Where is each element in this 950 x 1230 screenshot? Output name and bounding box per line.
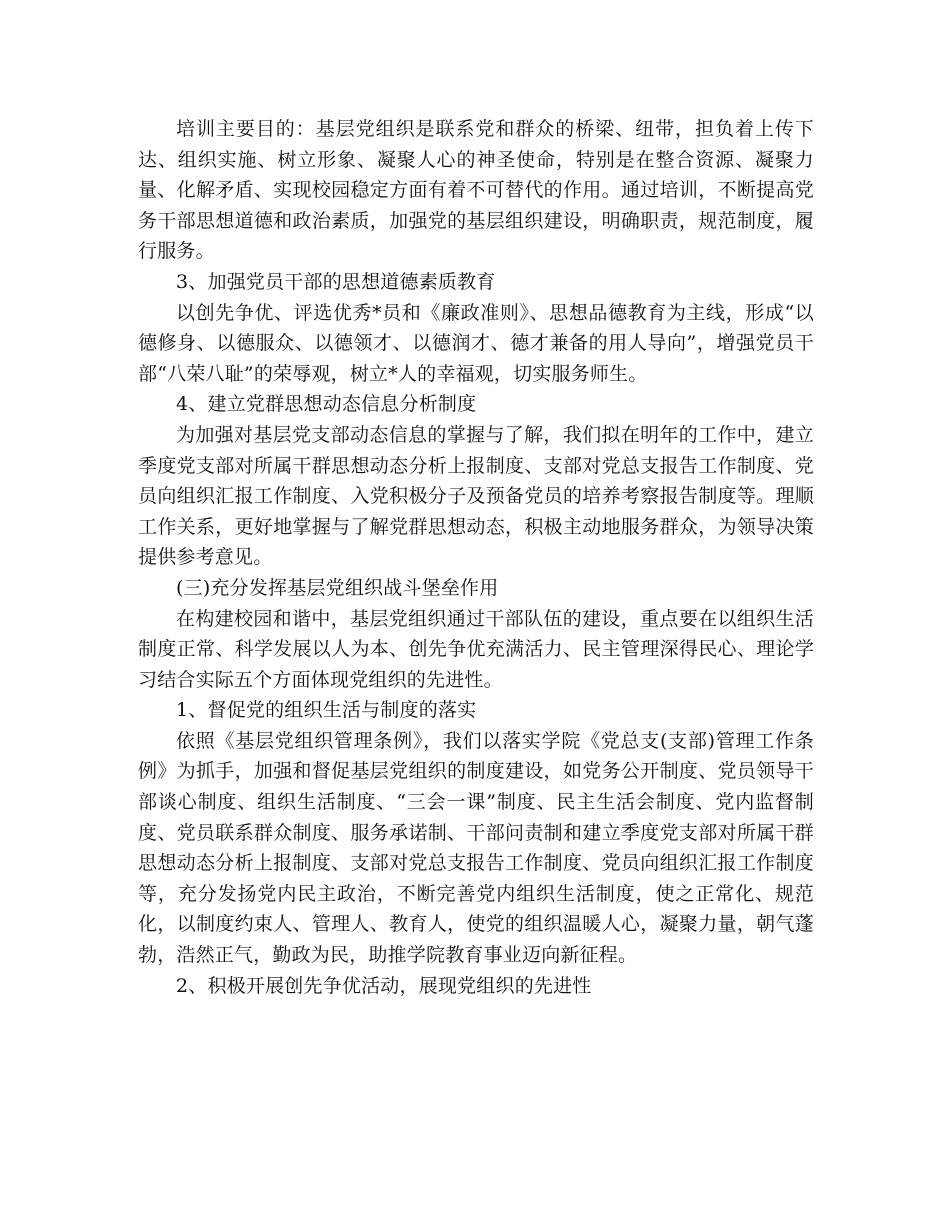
heading-ideology-analysis: 4、建立党群思想动态信息分析制度 [176, 393, 477, 416]
heading-section-three: (三)充分发挥基层党组织战斗堡垒作用 [176, 576, 499, 599]
heading-organization-life: 1、督促党的组织生活与制度的落实 [176, 699, 477, 722]
paragraph-training-purpose: 培训主要目的：基层党组织是联系党和群众的桥梁、纽带，担负着上传下达、组织实施、树立形象、凝聚人心的神圣使命，特别是在整合资源、凝聚力量、化解矛盾、实现校园稳定方面有着不可替代的作用。通过培训，不断提高党务干部思想道德和政治素质，加强党的基层组织建设，明确职责，规范制度，履行服务。 [138, 118, 814, 263]
paragraph-section-three: 在构建校园和谐中，基层党组织通过干部队伍的建设，重点要在以组织生活制度正常、科学发展以人为本、创先争优充满活力、民主管理深得民心、理论学习结合实际五个方面体现党组织的先进性。 [138, 607, 814, 691]
heading-moral-education: 3、加强党员干部的思想道德素质教育 [176, 270, 496, 293]
document-page [138, 114, 814, 1001]
paragraph-ideology-analysis: 为加强对基层党支部动态信息的掌握与了解，我们拟在明年的工作中，建立季度党支部对所属干群思想动态分析上报制度、支部对党总支报告工作制度、党员向组织汇报工作制度、入党积极分子及预备党员的培养考察报告制度等。理顺工作关系，更好地掌握与了解党群思想动态，积极主动地服务群众，为领导决策提供参考意见。 [138, 423, 814, 569]
paragraph-organization-life: 依照《基层党组织管理条例》，我们以落实学院《党总支(支部)管理工作条例》为抓手，加强和督促基层党组织的制度建设，如党务公开制度、党员领导干部谈心制度、组织生活制度、“三会一课”制度、民主生活会制度、党内监督制度、党员联系群众制度、服务承诺制、干部问责制和建立季度党支部对所属干群思想动态分析上报制度、支部对党总支报告工作制度、党员向组织汇报工作制度等，充分发扬党内民主政治，不断完善党内组织生活制度，使之正常化、规范化，以制度约束人、管理人、教育人，使党的组织温暖人心，凝聚力量，朝气蓬勃，浩然正气，勤政为民，助推学院教育事业迈向新征程。 [138, 729, 814, 967]
paragraph-moral-education: 以创先争优、评选优秀*员和《廉政准则》、思想品德教育为主线，形成“以德修身、以德服众、以德领才、以德润才、德才兼备的用人导向”，增强党员干部“八荣八耻”的荣辱观，树立*人的幸福观，切实服务师生。 [138, 301, 814, 385]
heading-excellence-activity: 2、积极开展创先争优活动，展现党组织的先进性 [176, 974, 592, 997]
